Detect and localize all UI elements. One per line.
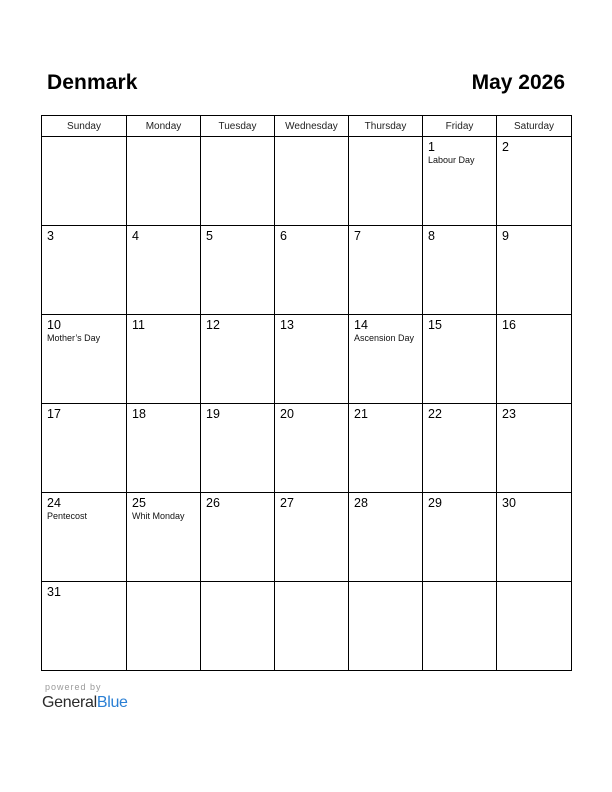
day-number: 23 (502, 407, 516, 421)
calendar-week-row (42, 582, 572, 671)
day-number: 26 (206, 496, 220, 510)
calendar-day-cell (275, 226, 349, 315)
calendar-day-cell (497, 137, 572, 226)
calendar-day-cell (201, 315, 275, 404)
weekday-header: Saturday (497, 116, 572, 137)
calendar-day-cell (42, 493, 127, 582)
calendar-day-cell (127, 493, 201, 582)
calendar-day-cell (349, 493, 423, 582)
calendar-day-cell (42, 582, 127, 671)
calendar-day-cell (127, 137, 201, 226)
calendar-day-cell (201, 493, 275, 582)
calendar-day-cell (497, 404, 572, 493)
day-number: 11 (132, 318, 145, 332)
calendar-day-cell (275, 493, 349, 582)
day-number: 4 (132, 229, 139, 243)
day-number: 18 (132, 407, 146, 421)
day-number: 31 (47, 585, 61, 599)
calendar-day-cell (42, 137, 127, 226)
calendar-day-cell (423, 404, 497, 493)
calendar-day-cell (201, 582, 275, 671)
calendar-day-cell (349, 315, 423, 404)
calendar-week-row (42, 226, 572, 315)
day-number: 30 (502, 496, 516, 510)
day-number: 8 (428, 229, 435, 243)
calendar-day-cell (423, 137, 497, 226)
calendar-week-row (42, 404, 572, 493)
weekday-header: Friday (423, 116, 497, 137)
country-title: Denmark (47, 71, 138, 94)
day-number: 3 (47, 229, 54, 243)
calendar-day-cell (349, 137, 423, 226)
day-number: 15 (428, 318, 442, 332)
day-number: 5 (206, 229, 213, 243)
calendar-day-cell (497, 315, 572, 404)
calendar-grid (41, 115, 572, 671)
calendar-day-cell (275, 582, 349, 671)
day-number: 29 (428, 496, 442, 510)
calendar-day-cell (127, 582, 201, 671)
day-number: 9 (502, 229, 509, 243)
calendar-day-cell (349, 582, 423, 671)
day-number: 12 (206, 318, 220, 332)
powered-by-label: powered by (45, 682, 102, 692)
calendar-day-cell (349, 226, 423, 315)
day-number: 6 (280, 229, 287, 243)
calendar-day-cell (423, 582, 497, 671)
calendar-day-cell (497, 582, 572, 671)
calendar-day-cell (201, 137, 275, 226)
holiday-label: Whit Monday (132, 511, 185, 521)
day-number: 1 (428, 140, 435, 154)
holiday-label: Labour Day (428, 155, 475, 165)
calendar-day-cell (42, 315, 127, 404)
calendar-day-cell (42, 404, 127, 493)
day-number: 28 (354, 496, 368, 510)
calendar-week-row (42, 137, 572, 226)
day-number: 2 (502, 140, 509, 154)
calendar-day-cell (275, 315, 349, 404)
calendar-day-cell (423, 226, 497, 315)
day-number: 27 (280, 496, 294, 510)
calendar-week-row (42, 493, 572, 582)
calendar-day-cell (127, 315, 201, 404)
day-number: 10 (47, 318, 61, 332)
day-number: 14 (354, 318, 368, 332)
calendar-day-cell (127, 404, 201, 493)
weekday-header: Sunday (42, 116, 127, 137)
weekday-header-row (42, 116, 572, 137)
month-year-title: May 2026 (471, 71, 565, 94)
day-number: 21 (354, 407, 368, 421)
calendar-day-cell (275, 137, 349, 226)
day-number: 17 (47, 407, 61, 421)
calendar-day-cell (42, 226, 127, 315)
weekday-header: Tuesday (201, 116, 275, 137)
brand-blue-text: Blue (96, 694, 128, 711)
day-number: 22 (428, 407, 442, 421)
generalblue-logo[interactable] (42, 694, 128, 712)
calendar-day-cell (275, 404, 349, 493)
calendar-day-cell (423, 315, 497, 404)
day-number: 25 (132, 496, 146, 510)
calendar-week-row (42, 315, 572, 404)
holiday-label: Mother’s Day (47, 333, 101, 343)
calendar-day-cell (201, 404, 275, 493)
weekday-header: Thursday (349, 116, 423, 137)
day-number: 24 (47, 496, 61, 510)
day-number: 19 (206, 407, 220, 421)
calendar-day-cell (497, 493, 572, 582)
day-number: 7 (354, 229, 361, 243)
day-number: 16 (502, 318, 516, 332)
weekday-header: Monday (127, 116, 201, 137)
day-number: 20 (280, 407, 294, 421)
holiday-label: Ascension Day (354, 333, 415, 343)
calendar-day-cell (497, 226, 572, 315)
calendar-day-cell (423, 493, 497, 582)
calendar-day-cell (201, 226, 275, 315)
brand-general-text: General (42, 694, 97, 711)
holiday-label: Pentecost (47, 511, 88, 521)
calendar-day-cell (127, 226, 201, 315)
weekday-header: Wednesday (275, 116, 349, 137)
calendar-day-cell (349, 404, 423, 493)
day-number: 13 (280, 318, 294, 332)
